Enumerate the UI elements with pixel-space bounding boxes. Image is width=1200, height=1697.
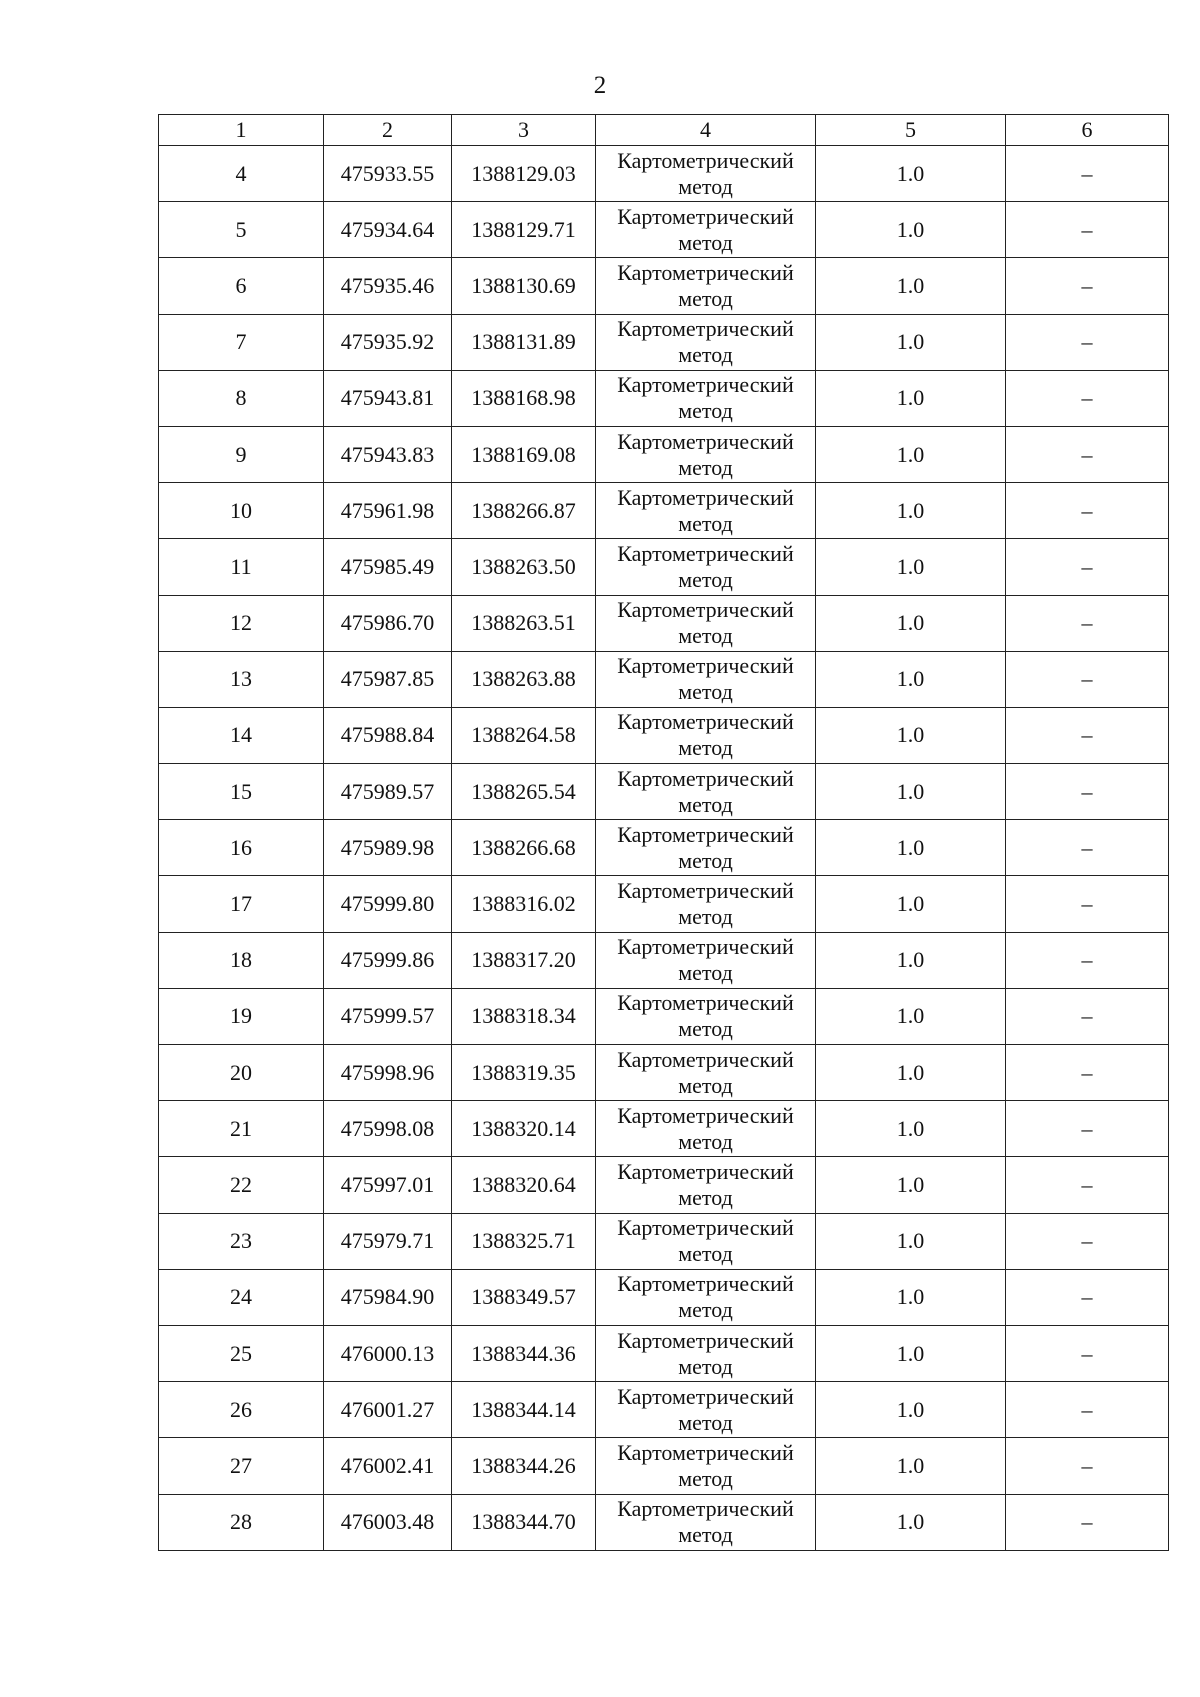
table-row bbox=[159, 1382, 1169, 1438]
method-cell: Картометрический метод bbox=[596, 988, 816, 1044]
note-cell: – bbox=[1006, 876, 1169, 932]
y-coordinate-cell: 1388319.35 bbox=[452, 1045, 596, 1101]
y-coordinate-cell: 1388129.03 bbox=[452, 146, 596, 202]
y-coordinate-cell: 1388266.68 bbox=[452, 820, 596, 876]
accuracy-cell: 1.0 bbox=[816, 426, 1006, 482]
table-row bbox=[159, 426, 1169, 482]
point-number-cell: 24 bbox=[159, 1269, 324, 1325]
x-coordinate-cell: 475935.92 bbox=[324, 314, 452, 370]
y-coordinate-cell: 1388130.69 bbox=[452, 258, 596, 314]
y-coordinate-cell: 1388318.34 bbox=[452, 988, 596, 1044]
accuracy-cell: 1.0 bbox=[816, 988, 1006, 1044]
x-coordinate-cell: 475934.64 bbox=[324, 202, 452, 258]
x-coordinate-cell: 475984.90 bbox=[324, 1269, 452, 1325]
point-number-cell: 4 bbox=[159, 146, 324, 202]
point-number-cell: 11 bbox=[159, 539, 324, 595]
note-cell: – bbox=[1006, 314, 1169, 370]
accuracy-cell: 1.0 bbox=[816, 595, 1006, 651]
y-coordinate-cell: 1388169.08 bbox=[452, 426, 596, 482]
y-coordinate-cell: 1388168.98 bbox=[452, 370, 596, 426]
note-cell: – bbox=[1006, 1438, 1169, 1494]
y-coordinate-cell: 1388344.70 bbox=[452, 1494, 596, 1550]
method-cell: Картометрический метод bbox=[596, 1157, 816, 1213]
note-cell: – bbox=[1006, 1325, 1169, 1381]
point-number-cell: 20 bbox=[159, 1045, 324, 1101]
point-number-cell: 25 bbox=[159, 1325, 324, 1381]
table-row bbox=[159, 146, 1169, 202]
y-coordinate-cell: 1388320.64 bbox=[452, 1157, 596, 1213]
method-cell: Картометрический метод bbox=[596, 146, 816, 202]
y-coordinate-cell: 1388344.36 bbox=[452, 1325, 596, 1381]
y-coordinate-cell: 1388265.54 bbox=[452, 764, 596, 820]
method-cell: Картометрический метод bbox=[596, 483, 816, 539]
x-coordinate-cell: 475999.57 bbox=[324, 988, 452, 1044]
x-coordinate-cell: 475989.57 bbox=[324, 764, 452, 820]
point-number-cell: 12 bbox=[159, 595, 324, 651]
accuracy-cell: 1.0 bbox=[816, 1494, 1006, 1550]
y-coordinate-cell: 1388263.50 bbox=[452, 539, 596, 595]
table-row bbox=[159, 202, 1169, 258]
note-cell: – bbox=[1006, 932, 1169, 988]
point-number-cell: 19 bbox=[159, 988, 324, 1044]
y-coordinate-cell: 1388266.87 bbox=[452, 483, 596, 539]
note-cell: – bbox=[1006, 764, 1169, 820]
table-row bbox=[159, 707, 1169, 763]
table-row bbox=[159, 483, 1169, 539]
table-row bbox=[159, 370, 1169, 426]
column-header: 4 bbox=[596, 115, 816, 146]
accuracy-cell: 1.0 bbox=[816, 202, 1006, 258]
accuracy-cell: 1.0 bbox=[816, 876, 1006, 932]
method-cell: Картометрический метод bbox=[596, 314, 816, 370]
point-number-cell: 8 bbox=[159, 370, 324, 426]
table-header-row bbox=[159, 115, 1169, 146]
method-cell: Картометрический метод bbox=[596, 764, 816, 820]
y-coordinate-cell: 1388264.58 bbox=[452, 707, 596, 763]
method-cell: Картометрический метод bbox=[596, 820, 816, 876]
table-row bbox=[159, 539, 1169, 595]
note-cell: – bbox=[1006, 539, 1169, 595]
point-number-cell: 23 bbox=[159, 1213, 324, 1269]
accuracy-cell: 1.0 bbox=[816, 820, 1006, 876]
note-cell: – bbox=[1006, 1382, 1169, 1438]
x-coordinate-cell: 475999.86 bbox=[324, 932, 452, 988]
point-number-cell: 18 bbox=[159, 932, 324, 988]
table-row bbox=[159, 764, 1169, 820]
table-row bbox=[159, 820, 1169, 876]
method-cell: Картометрический метод bbox=[596, 1325, 816, 1381]
table-row bbox=[159, 932, 1169, 988]
note-cell: – bbox=[1006, 595, 1169, 651]
note-cell: – bbox=[1006, 202, 1169, 258]
note-cell: – bbox=[1006, 370, 1169, 426]
y-coordinate-cell: 1388263.51 bbox=[452, 595, 596, 651]
point-number-cell: 7 bbox=[159, 314, 324, 370]
accuracy-cell: 1.0 bbox=[816, 483, 1006, 539]
y-coordinate-cell: 1388344.14 bbox=[452, 1382, 596, 1438]
x-coordinate-cell: 475999.80 bbox=[324, 876, 452, 932]
table-row bbox=[159, 1494, 1169, 1550]
x-coordinate-cell: 475997.01 bbox=[324, 1157, 452, 1213]
x-coordinate-cell: 475988.84 bbox=[324, 707, 452, 763]
table-row bbox=[159, 988, 1169, 1044]
accuracy-cell: 1.0 bbox=[816, 764, 1006, 820]
method-cell: Картометрический метод bbox=[596, 876, 816, 932]
table-row bbox=[159, 1438, 1169, 1494]
x-coordinate-cell: 475935.46 bbox=[324, 258, 452, 314]
method-cell: Картометрический метод bbox=[596, 539, 816, 595]
point-number-cell: 28 bbox=[159, 1494, 324, 1550]
point-number-cell: 22 bbox=[159, 1157, 324, 1213]
note-cell: – bbox=[1006, 651, 1169, 707]
x-coordinate-cell: 475986.70 bbox=[324, 595, 452, 651]
method-cell: Картометрический метод bbox=[596, 1269, 816, 1325]
column-header: 6 bbox=[1006, 115, 1169, 146]
x-coordinate-cell: 475943.81 bbox=[324, 370, 452, 426]
y-coordinate-cell: 1388129.71 bbox=[452, 202, 596, 258]
method-cell: Картометрический метод bbox=[596, 707, 816, 763]
y-coordinate-cell: 1388344.26 bbox=[452, 1438, 596, 1494]
method-cell: Картометрический метод bbox=[596, 1438, 816, 1494]
table-row bbox=[159, 1045, 1169, 1101]
point-number-cell: 16 bbox=[159, 820, 324, 876]
point-number-cell: 27 bbox=[159, 1438, 324, 1494]
note-cell: – bbox=[1006, 1213, 1169, 1269]
method-cell: Картометрический метод bbox=[596, 202, 816, 258]
accuracy-cell: 1.0 bbox=[816, 539, 1006, 595]
note-cell: – bbox=[1006, 1101, 1169, 1157]
note-cell: – bbox=[1006, 483, 1169, 539]
x-coordinate-cell: 476001.27 bbox=[324, 1382, 452, 1438]
point-number-cell: 10 bbox=[159, 483, 324, 539]
note-cell: – bbox=[1006, 1045, 1169, 1101]
table-row bbox=[159, 1157, 1169, 1213]
accuracy-cell: 1.0 bbox=[816, 1382, 1006, 1438]
table-row bbox=[159, 876, 1169, 932]
accuracy-cell: 1.0 bbox=[816, 1325, 1006, 1381]
note-cell: – bbox=[1006, 258, 1169, 314]
note-cell: – bbox=[1006, 146, 1169, 202]
accuracy-cell: 1.0 bbox=[816, 1101, 1006, 1157]
note-cell: – bbox=[1006, 820, 1169, 876]
x-coordinate-cell: 475943.83 bbox=[324, 426, 452, 482]
method-cell: Картометрический метод bbox=[596, 651, 816, 707]
method-cell: Картометрический метод bbox=[596, 1101, 816, 1157]
point-number-cell: 17 bbox=[159, 876, 324, 932]
method-cell: Картометрический метод bbox=[596, 1494, 816, 1550]
accuracy-cell: 1.0 bbox=[816, 1438, 1006, 1494]
accuracy-cell: 1.0 bbox=[816, 651, 1006, 707]
accuracy-cell: 1.0 bbox=[816, 370, 1006, 426]
y-coordinate-cell: 1388316.02 bbox=[452, 876, 596, 932]
table-row bbox=[159, 314, 1169, 370]
x-coordinate-cell: 476002.41 bbox=[324, 1438, 452, 1494]
point-number-cell: 5 bbox=[159, 202, 324, 258]
accuracy-cell: 1.0 bbox=[816, 314, 1006, 370]
table-row bbox=[159, 258, 1169, 314]
x-coordinate-cell: 475961.98 bbox=[324, 483, 452, 539]
accuracy-cell: 1.0 bbox=[816, 1045, 1006, 1101]
point-number-cell: 15 bbox=[159, 764, 324, 820]
y-coordinate-cell: 1388131.89 bbox=[452, 314, 596, 370]
accuracy-cell: 1.0 bbox=[816, 258, 1006, 314]
accuracy-cell: 1.0 bbox=[816, 932, 1006, 988]
x-coordinate-cell: 475979.71 bbox=[324, 1213, 452, 1269]
method-cell: Картометрический метод bbox=[596, 1213, 816, 1269]
y-coordinate-cell: 1388320.14 bbox=[452, 1101, 596, 1157]
column-header: 2 bbox=[324, 115, 452, 146]
accuracy-cell: 1.0 bbox=[816, 707, 1006, 763]
x-coordinate-cell: 475933.55 bbox=[324, 146, 452, 202]
method-cell: Картометрический метод bbox=[596, 258, 816, 314]
method-cell: Картометрический метод bbox=[596, 932, 816, 988]
coordinates-table bbox=[158, 114, 1169, 1551]
note-cell: – bbox=[1006, 988, 1169, 1044]
column-header: 1 bbox=[159, 115, 324, 146]
note-cell: – bbox=[1006, 1157, 1169, 1213]
table-row bbox=[159, 1325, 1169, 1381]
x-coordinate-cell: 475987.85 bbox=[324, 651, 452, 707]
y-coordinate-cell: 1388317.20 bbox=[452, 932, 596, 988]
point-number-cell: 26 bbox=[159, 1382, 324, 1438]
page-number: 2 bbox=[593, 72, 607, 99]
method-cell: Картометрический метод bbox=[596, 1382, 816, 1438]
accuracy-cell: 1.0 bbox=[816, 1157, 1006, 1213]
x-coordinate-cell: 475989.98 bbox=[324, 820, 452, 876]
method-cell: Картометрический метод bbox=[596, 426, 816, 482]
table-body bbox=[159, 146, 1169, 1551]
table-row bbox=[159, 651, 1169, 707]
y-coordinate-cell: 1388263.88 bbox=[452, 651, 596, 707]
table-row bbox=[159, 1101, 1169, 1157]
method-cell: Картометрический метод bbox=[596, 370, 816, 426]
y-coordinate-cell: 1388349.57 bbox=[452, 1269, 596, 1325]
x-coordinate-cell: 475998.96 bbox=[324, 1045, 452, 1101]
x-coordinate-cell: 476003.48 bbox=[324, 1494, 452, 1550]
accuracy-cell: 1.0 bbox=[816, 146, 1006, 202]
column-header: 5 bbox=[816, 115, 1006, 146]
point-number-cell: 9 bbox=[159, 426, 324, 482]
accuracy-cell: 1.0 bbox=[816, 1213, 1006, 1269]
note-cell: – bbox=[1006, 1269, 1169, 1325]
method-cell: Картометрический метод bbox=[596, 595, 816, 651]
x-coordinate-cell: 475998.08 bbox=[324, 1101, 452, 1157]
column-header: 3 bbox=[452, 115, 596, 146]
point-number-cell: 14 bbox=[159, 707, 324, 763]
note-cell: – bbox=[1006, 1494, 1169, 1550]
point-number-cell: 21 bbox=[159, 1101, 324, 1157]
table-row bbox=[159, 1269, 1169, 1325]
table-row bbox=[159, 595, 1169, 651]
table-row bbox=[159, 1213, 1169, 1269]
method-cell: Картометрический метод bbox=[596, 1045, 816, 1101]
accuracy-cell: 1.0 bbox=[816, 1269, 1006, 1325]
point-number-cell: 6 bbox=[159, 258, 324, 314]
x-coordinate-cell: 476000.13 bbox=[324, 1325, 452, 1381]
note-cell: – bbox=[1006, 426, 1169, 482]
note-cell: – bbox=[1006, 707, 1169, 763]
y-coordinate-cell: 1388325.71 bbox=[452, 1213, 596, 1269]
x-coordinate-cell: 475985.49 bbox=[324, 539, 452, 595]
point-number-cell: 13 bbox=[159, 651, 324, 707]
